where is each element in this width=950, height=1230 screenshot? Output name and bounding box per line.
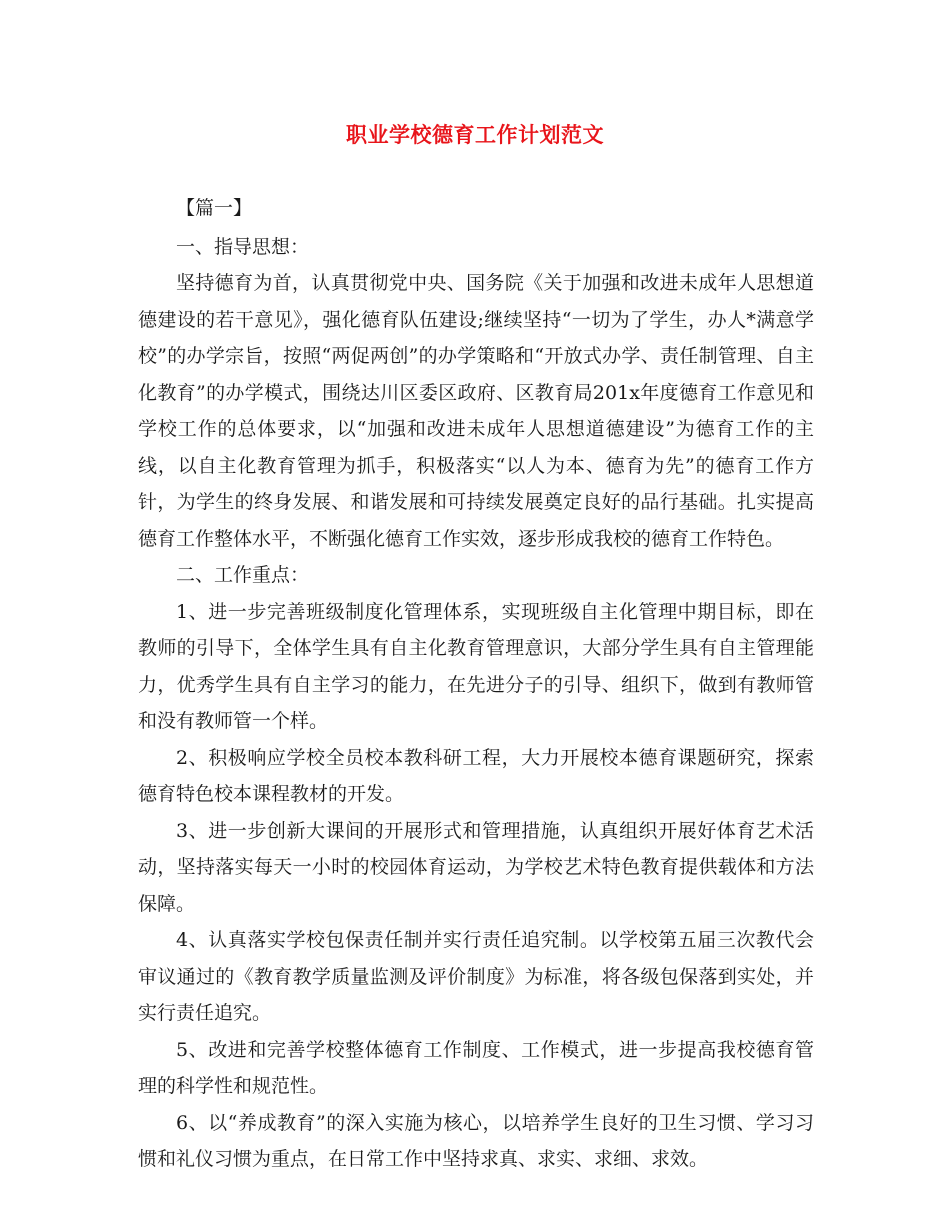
paragraph-item-4: 4、认真落实学校包保责任制并实行责任追究制。以学校第五届三次教代会审议通过的《教育教学质量监测及评价制度》为标准，将各级包保落到实处，并实行责任追究。 [138, 929, 814, 1024]
paragraph-item-5: 5、改进和完善学校整体德育工作制度、工作模式，进一步提高我校德育管理的科学性和规范性。 [138, 1038, 814, 1097]
heading-work-focus: 二、工作重点： [176, 564, 310, 586]
section-tag: 【篇一】 [176, 197, 253, 219]
paragraph-item-2: 2、积极响应学校全员校本教科研工程，大力开展校本德育课题研究，探索德育特色校本课程教材的开发。 [138, 746, 814, 805]
page-title: 职业学校德育工作计划范文 [346, 122, 604, 147]
paragraph-item-3: 3、进一步创新大课间的开展形式和管理措施，认真组织开展好体育艺术活动，坚持落实每天一小时的校园体育运动，为学校艺术特色教育提供载体和方法保障。 [138, 819, 814, 915]
document-body [138, 190, 814, 1178]
heading-guiding-thought: 一、指导思想： [176, 235, 310, 258]
paragraph-item-1: 1、进一步完善班级制度化管理体系，实现班级自主化管理中期目标，即在教师的引导下，全体学生具有自主化教育管理意识，大部分学生具有自主管理能力，优秀学生具有自主学习的能力，在先进分子的引导、组织下，做到有教师管和没有教师管一个样。 [138, 600, 814, 732]
paragraph-guiding-thought: 坚持德育为首，认真贯彻党中央、国务院《关于加强和改进未成年人思想道德建设的若干意见》，强化德育队伍建设;继续坚持“一切为了学生，办人*满意学校”的办学宗旨，按照“两促两创”的办学策略和“开放式办学、责任制管理、自主化教育”的办学模式，围绕达川区委区政府、区教育局201x年度德育工作意见和学校工作的总体要求，以“加强和改进未成年人思想道德建设”为德育工作的主线，以自主化教育管理为抓手，积极落实“以人为本、德育为先”的德育工作方针，为学生的终身发展、和谐发展和可持续发展奠定良好的品行基础。扎实提高德育工作整体水平，不断强化德育工作实效，逐步形成我校的德育工作特色。 [138, 272, 814, 550]
paragraph-item-6: 6、以“养成教育”的深入实施为核心，以培养学生良好的卫生习惯、学习习惯和礼仪习惯为重点，在日常工作中坚持求真、求实、求细、求效。 [138, 1111, 814, 1170]
